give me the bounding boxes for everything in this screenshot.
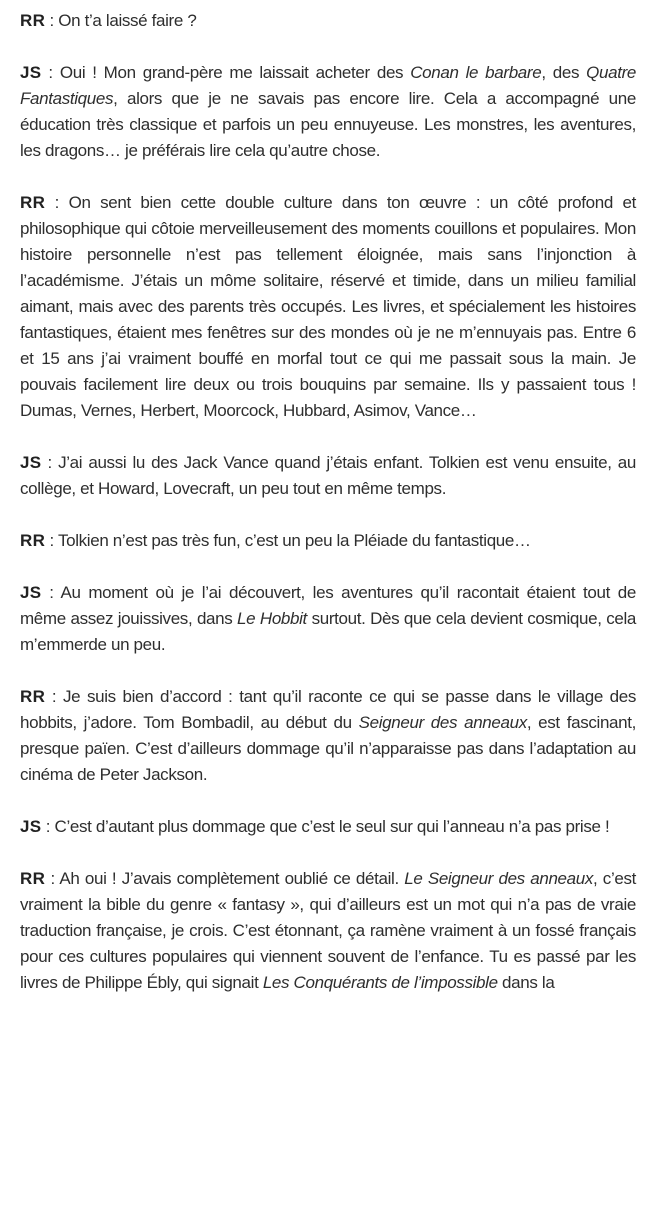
speaker-label: JS xyxy=(20,63,42,82)
interview-paragraph: JS : Oui ! Mon grand-père me laissait acheter des Conan le barbare, des Quatre Fantastiques, alors que je ne savais pas encore lire. Cela a accompagné une éducation très classique et parfois un peu ennuyeuse. Les monstres, les aventures, les dragons… je préférais lire cela qu’autre chose. xyxy=(20,63,636,160)
paragraph-text: C’est d’autant plus dommage que c’est le seul sur qui l’anneau n’a pas prise ! xyxy=(54,817,610,836)
speaker-label: RR xyxy=(20,11,46,30)
paragraph-text: dans la xyxy=(497,973,555,992)
paragraph-text: , est fascinant, presque païen. C’est d’ailleurs dommage qu’il n’apparaisse pas dans l’adaptation au cinéma de Peter Jackson. xyxy=(20,713,636,784)
interview-paragraph: JS : J’ai aussi lu des Jack Vance quand j’étais enfant. Tolkien est venu ensuite, au collège, et Howard, Lovecraft, un peu tout en même temps. xyxy=(20,453,637,498)
paragraph-text: Au moment où je l’ai découvert, les aventures qu’il racontait étaient tout de même assez jouissives, dans xyxy=(20,583,636,628)
book-title: Conan le barbare xyxy=(410,63,542,82)
book-title: Le Seigneur des anneaux xyxy=(404,869,594,888)
speaker-label: JS xyxy=(20,817,42,836)
book-title: Quatre Fantastiques xyxy=(20,63,636,108)
interview-paragraph: RR : Tolkien n’est pas très fun, c’est un peu la Pléiade du fantastique… xyxy=(20,531,531,550)
book-title: Le Hobbit xyxy=(237,609,307,628)
paragraph-text: Je suis bien d’accord : tant qu’il raconte ce qui se passe dans le village des hobbits, j’adore. Tom Bombadil, au début du xyxy=(20,687,637,732)
interview-paragraph: RR : On t’a laissé faire ? xyxy=(20,11,197,30)
interview-paragraph: JS : Au moment où je l’ai découvert, les aventures qu’il racontait étaient tout de même assez jouissives, dans Le Hobbit surtout. Dès que cela devient cosmique, cela m’emmerde un peu. xyxy=(20,583,637,654)
paragraph-text: , alors que je ne savais pas encore lire. Cela a accompagné une éducation très classique et parfois un peu ennuyeuse. Les monstres, les aventures, les dragons… je préférais lire cela qu’autre chose. xyxy=(20,89,636,160)
speaker-label: JS xyxy=(20,583,42,602)
book-title: Les Conquérants de l’impossible xyxy=(262,973,498,992)
speaker-label: RR xyxy=(20,869,46,888)
paragraph-text: J’ai aussi lu des Jack Vance quand j’étais enfant. Tolkien est venu ensuite, au collège, et Howard, Lovecraft, un peu tout en même temps. xyxy=(20,453,637,498)
speaker-label: RR xyxy=(20,687,46,706)
book-title: Seigneur des anneaux xyxy=(358,713,527,732)
paragraph-text: On sent bien cette double culture dans ton œuvre : un côté profond et philosophique qui côtoie merveilleusement des moments couillons et populaires. Mon histoire personnelle n’est pas tellement éloignée, mais sans l’injonction à l’académisme. J’étais un môme solitaire, réservé et timide, dans un milieu familial aimant, mais avec des parents très occupés. Les livres, et spécialement les histoires fantastiques, étaient mes fenêtres sur des mondes où je ne m’ennuyais pas. Entre 6 et 15 ans j’ai vraiment bouffé en morfal tout ce qui me passait sous la main. Je pouvais facilement lire deux ou trois bouquins par semaine. Ils y passaient tous ! Dumas, Vernes, Herbert, Moorcock, Hubbard, Asimov, Vance… xyxy=(20,193,636,420)
paragraph-text: Ah oui ! J’avais complètement oublié ce détail. xyxy=(59,869,405,888)
paragraph-text: , des xyxy=(541,63,587,82)
paragraph-text: Tolkien n’est pas très fun, c’est un peu la Pléiade du fantastique… xyxy=(57,531,531,550)
speaker-label: RR xyxy=(20,531,46,550)
interview-paragraph: RR : On sent bien cette double culture dans ton œuvre : un côté profond et philosophique qui côtoie merveilleusement des moments couillons et populaires. Mon histoire personnelle n’est pas tellement éloignée, mais sans l’injonction à l’académisme. J’étais un môme solitaire, réservé et timide, dans un milieu familial aimant, mais avec des parents très occupés. Les livres, et spécialement les histoires fantastiques, étaient mes fenêtres sur des mondes où je ne m’ennuyais pas. Entre 6 et 15 ans j’ai vraiment bouffé en morfal tout ce qui me passait sous la main. Je pouvais facilement lire deux ou trois bouquins par semaine. Ils y passaient tous ! Dumas, Vernes, Herbert, Moorcock, Hubbard, Asimov, Vance… xyxy=(20,193,636,420)
paragraph-text: On t’a laissé faire ? xyxy=(58,11,197,30)
interview-page xyxy=(20,8,636,996)
paragraph-text: Oui ! Mon grand-père me laissait acheter des xyxy=(59,63,411,82)
speaker-label: JS xyxy=(20,453,42,472)
paragraph-text: surtout. Dès que cela devient cosmique, cela m’emmerde un peu. xyxy=(20,609,637,654)
interview-paragraph: RR : Je suis bien d’accord : tant qu’il raconte ce qui se passe dans le village des hobbits, j’adore. Tom Bombadil, au début du Seigneur des anneaux, est fascinant, presque païen. C’est d’ailleurs dommage qu’il n’apparaisse pas dans l’adaptation au cinéma de Peter Jackson. xyxy=(20,687,637,784)
interview-paragraph: JS : C’est d’autant plus dommage que c’est le seul sur qui l’anneau n’a pas prise ! xyxy=(20,817,610,836)
speaker-label: RR xyxy=(20,193,46,212)
interview-paragraph: RR : Ah oui ! J’avais complètement oublié ce détail. Le Seigneur des anneaux, c’est vraiment la bible du genre « fantasy », qui d’ailleurs est un mot qui n’a pas de vraie traduction française, je crois. C’est étonnant, ça ramène vraiment à un fossé français pour ces cultures populaires qui viennent souvent de l’enfance. Tu es passé par les livres de Philippe Ébly, qui signait Les Conquérants de l’impossible dans la xyxy=(20,869,636,992)
paragraph-text: , c’est vraiment la bible du genre « fantasy », qui d’ailleurs est un mot qui n’a pas de vraie traduction française, je crois. C’est étonnant, ça ramène vraiment à un fossé français pour ces cultures populaires qui viennent souvent de l’enfance. Tu es passé par les livres de Philippe Ébly, qui signait xyxy=(20,869,636,992)
